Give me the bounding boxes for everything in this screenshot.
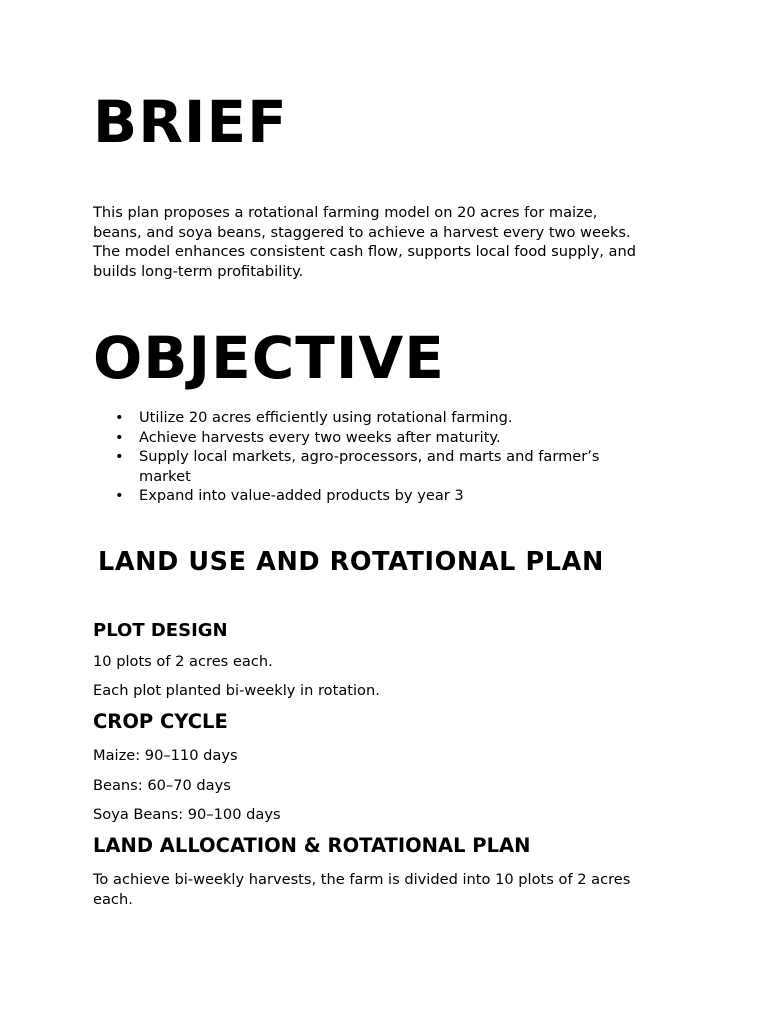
bullet-icon: • xyxy=(115,487,124,505)
bullet-icon: • xyxy=(115,448,124,466)
objective-item-text: Expand into value-added products by year 3 xyxy=(139,487,464,505)
land-use-heading: LAND USE AND ROTATIONAL PLAN xyxy=(98,547,604,577)
plot-design-line: Each plot planted bi-weekly in rotation. xyxy=(93,682,380,699)
land-allocation-line: each. xyxy=(93,890,133,908)
land-allocation-paragraph xyxy=(93,870,693,909)
brief-line: beans, and soya beans, staggered to achieve a harvest every two weeks. xyxy=(93,223,631,241)
crop-cycle-line: Beans: 60–70 days xyxy=(93,777,231,794)
brief-line: builds long-term profitability. xyxy=(93,262,304,280)
objective-list xyxy=(93,408,653,506)
crop-cycle-heading: CROP CYCLE xyxy=(93,710,228,733)
objective-item-text: Supply local markets, agro-processors, and marts and farmer’s xyxy=(139,448,600,466)
plot-design-heading: PLOT DESIGN xyxy=(93,620,228,641)
brief-paragraph xyxy=(93,203,693,281)
crop-cycle-line: Maize: 90–110 days xyxy=(93,747,238,764)
brief-heading: BRIEF xyxy=(93,88,288,156)
objective-item xyxy=(93,408,653,428)
objective-item-text: Utilize 20 acres efficiently using rotational farming. xyxy=(139,409,513,426)
brief-line: This plan proposes a rotational farming model on 20 acres for maize, xyxy=(93,204,598,221)
plot-design-line: 10 plots of 2 acres each. xyxy=(93,653,273,670)
objective-item xyxy=(93,428,653,448)
objective-item-text: market xyxy=(139,467,191,485)
brief-line: The model enhances consistent cash flow, supports local food supply, and xyxy=(93,243,636,261)
objective-item xyxy=(93,447,653,486)
bullet-icon: • xyxy=(115,428,124,446)
objective-item xyxy=(93,486,653,506)
objective-item-text: Achieve harvests every two weeks after maturity. xyxy=(139,428,501,446)
objective-heading: OBJECTIVE xyxy=(93,324,445,392)
land-allocation-heading: LAND ALLOCATION & ROTATIONAL PLAN xyxy=(93,834,531,857)
land-allocation-line: To achieve bi-weekly harvests, the farm is divided into 10 plots of 2 acres xyxy=(93,871,631,888)
crop-cycle-line: Soya Beans: 90–100 days xyxy=(93,806,281,823)
bullet-icon: • xyxy=(115,409,124,426)
